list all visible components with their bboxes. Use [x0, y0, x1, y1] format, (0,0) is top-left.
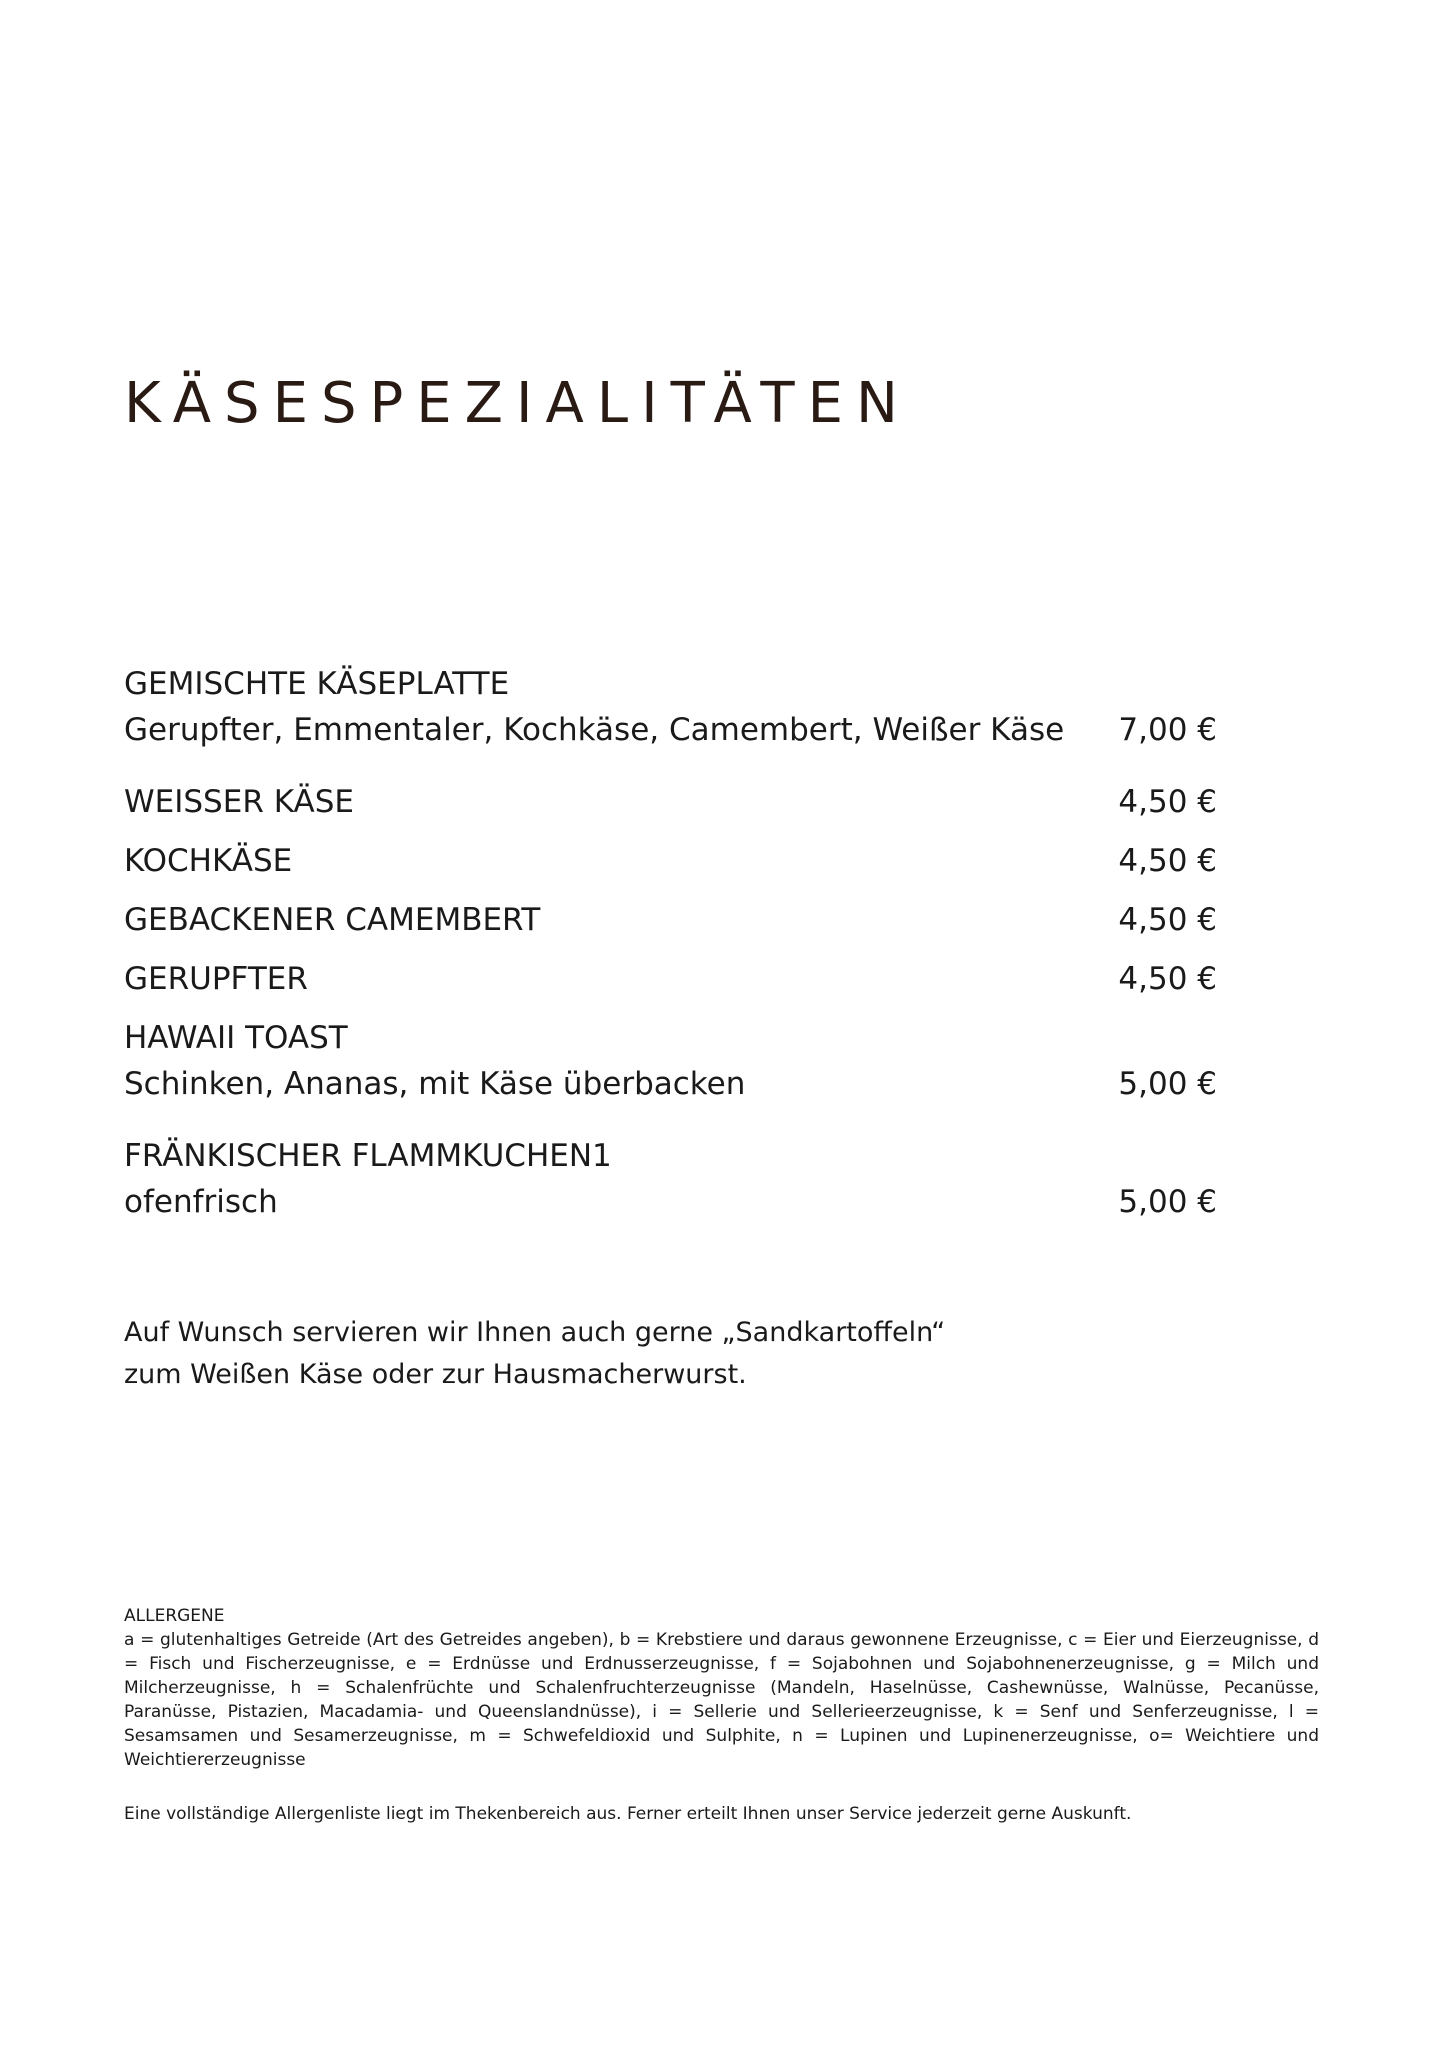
menu-item-price: 4,50 €	[1118, 902, 1217, 938]
menu-item-price: 5,00 €	[1118, 1066, 1217, 1102]
page-title: KÄSESPEZIALITÄTEN	[124, 371, 911, 436]
menu-item-price: 5,00 €	[1118, 1184, 1217, 1220]
menu-item-description-row	[124, 1180, 1217, 1224]
menu-item-row	[124, 898, 1217, 942]
allergen-legend: a = glutenhaltiges Getreide (Art des Getreides angeben), b = Krebstiere und daraus gewonnene Erzeugnisse, c = Eier und Eierzeugnisse, d = Fisch und Fischerzeugnisse, e = Erdnüsse und Erdnusserzeugnisse, f = Sojabohnen und Sojabohnenerzeugnisse, g = Milch und Milcherzeugnisse, h = Schalenfrüchte und Schalenfruchterzeugnisse (Mandeln, Haselnüsse, Cashewnüsse, Walnüsse, Pecanüsse, Paranüsse, Pistazien, Macadamia- und Queenslandnüsse), i = Sellerie und Sellerieerzeugnisse, k = Senf und Senferzeugnisse, l = Sesamsamen und Sesamerzeugnisse, m = Schwefeldioxid und Sulphite, n = Lupinen und Lupinenerzeugnisse, o= Weichtiere und Weichtiererzeugnisse	[124, 1630, 1319, 1770]
menu-item-name: GERUPFTER	[124, 961, 308, 997]
serving-note	[124, 1312, 945, 1396]
menu-item-row	[124, 780, 1217, 824]
serving-note-line: zum Weißen Käse oder zur Hausmacherwurst.	[124, 1359, 747, 1390]
menu-item-name: FRÄNKISCHER FLAMMKUCHEN1	[124, 1138, 612, 1174]
menu-item-name: KOCHKÄSE	[124, 843, 293, 879]
menu-item-name: GEMISCHTE KÄSEPLATTE	[124, 666, 510, 702]
menu-item-description: Gerupfter, Emmentaler, Kochkäse, Camembert, Weißer Käse	[124, 712, 1065, 748]
menu-item-name: GEBACKENER CAMEMBERT	[124, 902, 541, 938]
menu-item-price: 7,00 €	[1118, 712, 1217, 748]
menu-item-description-row	[124, 1062, 1217, 1106]
menu-item-name-row	[124, 662, 1217, 706]
menu-item-row	[124, 957, 1217, 1001]
allergen-footer: Eine vollständige Allergenliste liegt im Thekenbereich aus. Ferner erteilt Ihnen unser Service jederzeit gerne Auskunft.	[124, 1804, 1132, 1824]
menu-item-name: WEISSER KÄSE	[124, 784, 354, 820]
menu-item-name: HAWAII TOAST	[124, 1020, 348, 1056]
menu-item-name-row	[124, 1016, 1217, 1060]
menu-item-description: ofenfrisch	[124, 1184, 278, 1220]
allergen-heading: ALLERGENE	[124, 1606, 225, 1626]
menu-item-row	[124, 839, 1217, 883]
menu-item-name-row	[124, 1134, 1217, 1178]
menu-item-price: 4,50 €	[1118, 784, 1217, 820]
serving-note-line: Auf Wunsch servieren wir Ihnen auch gerne „Sandkartoffeln“	[124, 1317, 946, 1348]
menu-item-price: 4,50 €	[1118, 961, 1217, 997]
menu-item-description: Schinken, Ananas, mit Käse überbacken	[124, 1066, 746, 1102]
menu-item-price: 4,50 €	[1118, 843, 1217, 879]
menu-item-description-row	[124, 708, 1217, 752]
